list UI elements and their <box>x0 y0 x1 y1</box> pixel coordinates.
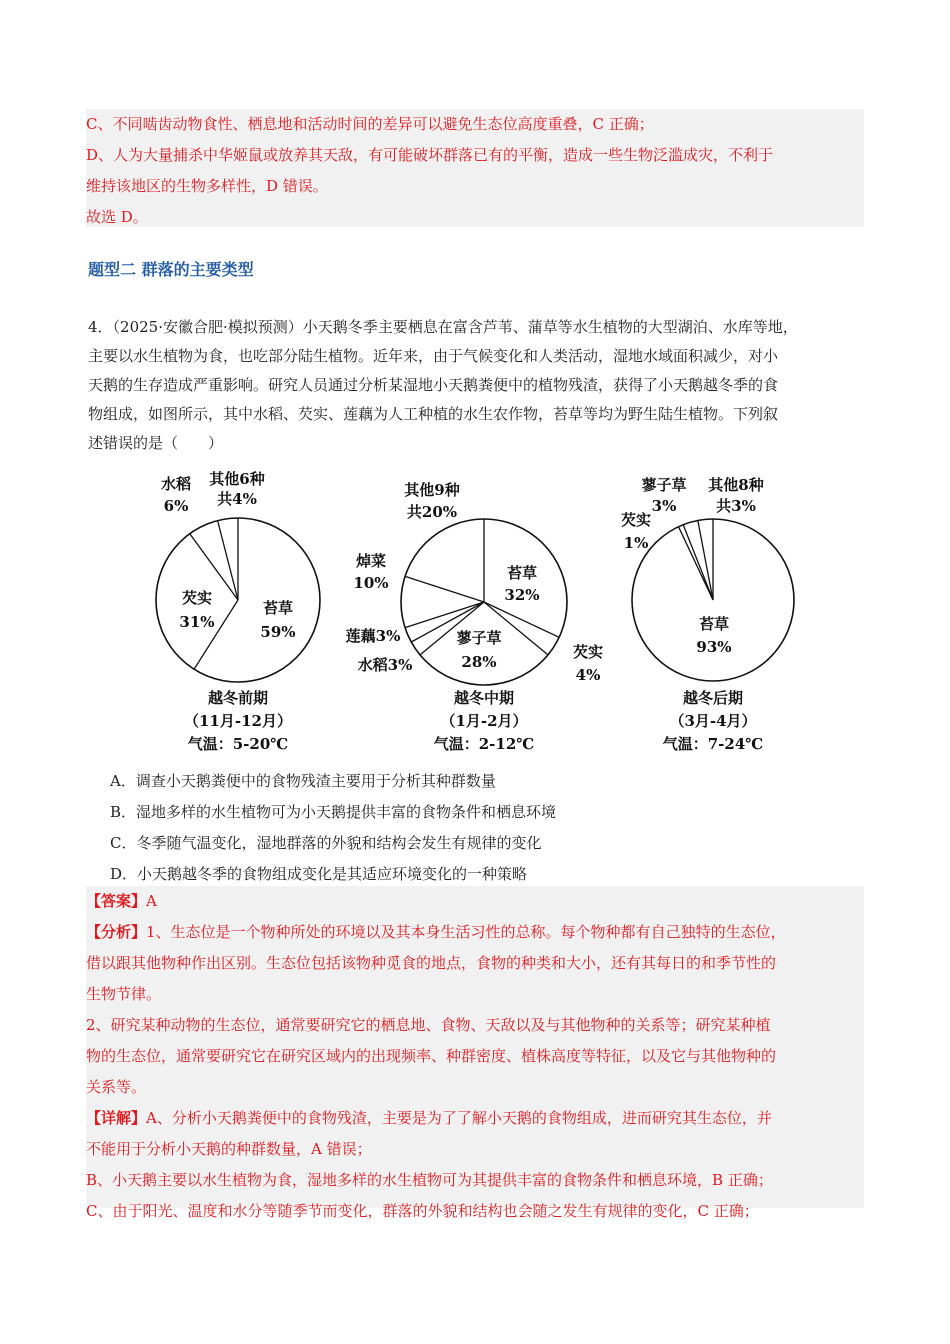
analysis-line: 2、研究某种动物的生态位，通常要研究它的栖息地、食物、天敌以及与其他物种的关系等；研究某种植 <box>86 1016 771 1034</box>
analysis-tag: 【分析】 <box>86 923 147 941</box>
pie-slice-name: 其他9种 <box>404 481 460 499</box>
detail-line: A、分析小天鹅粪便中的食物残渣，主要是为了了解小天鹅的食物组成，进而研究其生态位，并 <box>146 1109 772 1127</box>
explanation-line: C、不同啮齿动物食性、栖息地和活动时间的差异可以避免生态位高度重叠，C 正确； <box>86 115 654 133</box>
detail-line: C、由于阳光、温度和水分等随季节而变化，群落的外貌和结构也会随之发生有规律的变化，C 正确； <box>86 1202 759 1220</box>
detail-line: 不能用于分析小天鹅的种群数量，A 错误； <box>86 1140 372 1158</box>
question-line: 述错误的是（ ） <box>88 434 224 452</box>
pie-caption: 气温：7-24℃ <box>662 735 764 753</box>
pie-slice-value: 4% <box>575 666 601 684</box>
analysis-line: 物的生态位，通常要研究它在研究区域内的出现频率、种群密度、植株高度等特征，以及它与其他物种的 <box>86 1047 777 1065</box>
pie-slice-value: 93% <box>696 638 732 656</box>
pie-slice-value: 共3% <box>716 497 756 515</box>
pie-slice-value: 10% <box>353 574 389 592</box>
pie-chart-3 <box>621 476 794 753</box>
pie-slice-name: 苔草 <box>698 615 730 633</box>
option-c[interactable]: C．冬季随气温变化，湿地群落的外貌和结构会发生有规律的变化 <box>110 834 542 852</box>
analysis-line: 借以跟其他物种作出区别。生态位包括该物种觅食的地点，食物的种类和大小，还有其每日的和季节性的 <box>86 954 777 972</box>
question-line: 天鹅的生存造成严重影响。研究人员通过分析某湿地小天鹅粪便中的植物残渣，获得了小天鹅越冬季的食 <box>88 376 779 394</box>
pie-slice-value: 1% <box>623 534 649 552</box>
pie-caption: 越冬中期 <box>453 689 515 707</box>
pie-slice-value: 共4% <box>217 490 257 508</box>
option-b[interactable]: B．湿地多样的水生植物可为小天鹅提供丰富的食物条件和栖息环境 <box>110 803 557 821</box>
pie-slice-name: 芡实 <box>181 589 213 607</box>
pie-slice-value: 共20% <box>406 503 458 521</box>
pie-slice-name: 莲藕3% <box>345 627 401 645</box>
option-a[interactable]: A．调查小天鹅粪便中的食物残渣主要用于分析其种群数量 <box>110 772 496 790</box>
question-stem <box>88 313 864 458</box>
section-heading: 题型二 群落的主要类型 <box>88 260 254 279</box>
option-d[interactable]: D．小天鹅越冬季的食物组成变化是其适应环境变化的一种策略 <box>110 865 528 883</box>
pie-slice-name: 芡实 <box>620 511 652 529</box>
explanation-line: D、人为大量捕杀中华姬鼠或放养其天敌，有可能破坏群落已有的平衡，造成一些生物泛滥成灾，不利于 <box>86 146 774 164</box>
pie-slice-name: 焯菜 <box>355 552 387 570</box>
pie-slice-value: 32% <box>504 586 540 604</box>
pie-caption: 气温：5-20℃ <box>187 735 289 753</box>
pie-slice-name: 其他6种 <box>209 470 265 488</box>
analysis-line: 1、生态位是一个物种所处的环境以及其本身生活习性的总称。每个物种都有自己独特的生态位， <box>146 923 786 941</box>
analysis-line: 生物节律。 <box>86 985 162 1003</box>
pie-slice-name: 水稻3% <box>357 656 413 674</box>
detail-line: B、小天鹅主要以水生植物为食，湿地多样的水生植物可为其提供丰富的食物条件和栖息环境，B 正确； <box>86 1171 773 1189</box>
pie-slice-value: 6% <box>163 497 189 515</box>
pie-caption: 气温：2-12℃ <box>433 735 535 753</box>
detail-tag: 【详解】 <box>86 1109 147 1127</box>
explanation-line: 故选 D。 <box>86 208 148 226</box>
pie-charts-figure <box>0 460 950 760</box>
pie-slice-name: 蓼子草 <box>641 476 687 494</box>
pie-slice-name: 苔草 <box>506 564 538 582</box>
answer-tag: 【答案】 <box>86 892 147 910</box>
pie-slice-name: 水稻 <box>160 475 192 493</box>
pie-caption: 越冬前期 <box>207 689 269 707</box>
pie-slice-name: 其他8种 <box>708 476 764 494</box>
question-line: 物组成，如图所示，其中水稻、芡实、莲藕为人工种植的水生农作物，苔草等均为野生陆生植物。下列叙 <box>88 405 779 423</box>
pie-caption: （3月-4月） <box>669 712 757 730</box>
answer-block <box>86 886 864 1220</box>
explanation-line: 维持该地区的生物多样性，D 错误。 <box>86 177 328 195</box>
pie-chart-1 <box>156 470 320 753</box>
question-line: 主要以水生植物为食，也吃部分陆生植物。近年来，由于气候变化和人类活动，湿地水域面积减少，对小 <box>88 347 779 365</box>
pie-slice-value: 31% <box>179 613 215 631</box>
analysis-line: 关系等。 <box>86 1078 147 1096</box>
pie-chart-2 <box>346 481 603 753</box>
pie-slice-name: 蓼子草 <box>456 629 502 647</box>
explanation-block-top <box>86 109 864 227</box>
pie-caption: （11月-12月） <box>184 712 292 730</box>
pie-slice-value: 59% <box>260 623 296 641</box>
pie-caption: （1月-2月） <box>440 712 528 730</box>
pie-caption: 越冬后期 <box>682 689 744 707</box>
answer-value: A <box>146 892 157 910</box>
pie-slice-value: 28% <box>461 653 497 671</box>
question-line: 4．（2025·安徽合肥·模拟预测）小天鹅冬季主要栖息在富含芦苇、蒲草等水生植物的大型湖泊、水库等地， <box>88 318 798 336</box>
pie-slice-name: 苔草 <box>262 599 294 617</box>
answer-options <box>110 766 556 890</box>
pie-slice-name: 芡实 <box>572 643 604 661</box>
pie-slice-value: 3% <box>651 497 677 515</box>
